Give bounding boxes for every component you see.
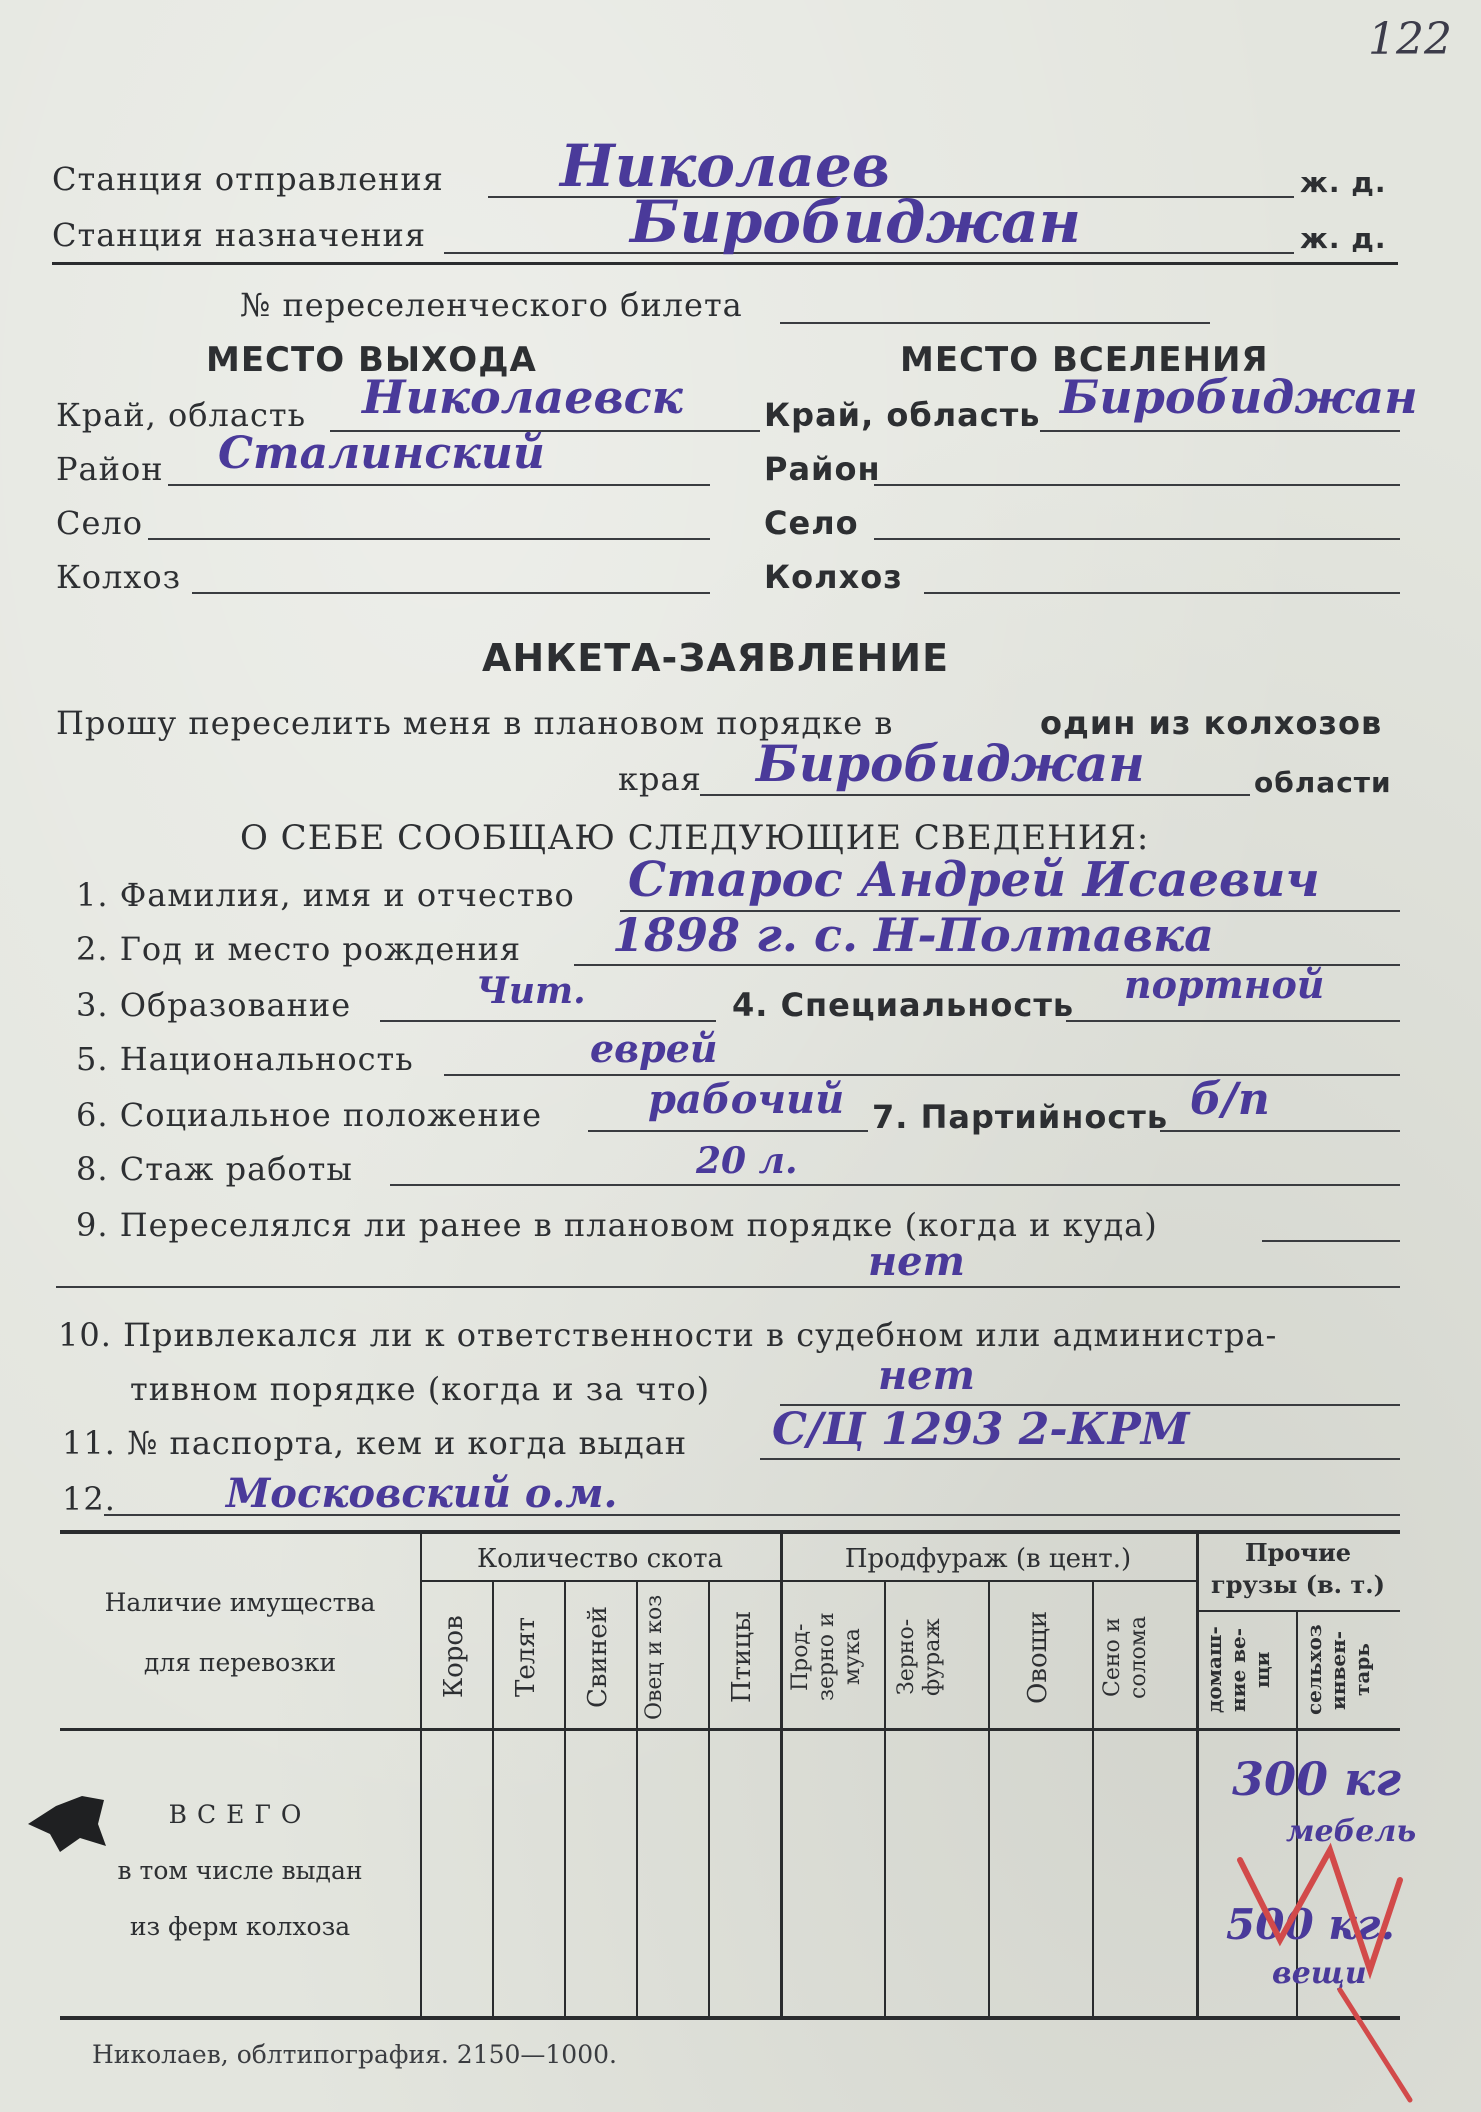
- stations-rule: [52, 262, 1398, 265]
- ticket-label: № переселенческого билета: [240, 286, 743, 324]
- origin-district-label: Район: [56, 450, 164, 488]
- field-10-label-b: тивном порядке (когда и за что): [130, 1370, 711, 1408]
- livestock-header-rule: [420, 1580, 780, 1582]
- field-11-line: [760, 1458, 1400, 1460]
- field-8-label: 8. Стаж работы: [76, 1150, 353, 1188]
- household-value-c: 500 кг.: [1226, 1900, 1395, 1949]
- origin-heading: МЕСТО ВЫХОДА: [206, 340, 537, 380]
- field-11-value: С/Ц 1293 2-КРМ: [772, 1404, 1190, 1455]
- field-10-label-a: 10. Привлекался ли к ответственности в судебном или администра-: [58, 1316, 1278, 1354]
- included-label-a: в том числе выдан: [117, 1856, 363, 1885]
- col-pigs: Свиней: [583, 1606, 613, 1708]
- field-7-label: 7. Партийность: [872, 1098, 1169, 1136]
- table-bottom-rule: [60, 2016, 1400, 2020]
- field-6-value: рабочий: [648, 1076, 845, 1123]
- ink-stain: [20, 1790, 110, 1860]
- request-line1-bold: один из колхозов: [1040, 704, 1383, 742]
- red-pencil-mark: [1220, 1820, 1420, 2112]
- field-10-value: нет: [878, 1352, 975, 1399]
- field-4-value: портной: [1124, 962, 1325, 1007]
- settlement-region-line: [1040, 430, 1400, 432]
- total-label: ВСЕГО: [168, 1800, 312, 1829]
- field-5-value: еврей: [590, 1026, 718, 1071]
- origin-kolkhoz-label: Колхоз: [56, 558, 182, 596]
- field-6-line: [588, 1130, 868, 1132]
- col-vegetables: Овощи: [1023, 1610, 1053, 1704]
- settlement-district-label: Район: [764, 450, 881, 488]
- field-7-line: [1160, 1130, 1400, 1132]
- field-4-line: [1066, 1020, 1400, 1022]
- field-1-label: 1. Фамилия, имя и отчество: [76, 876, 575, 914]
- table-vline: [708, 1582, 710, 2016]
- settlement-region-label: Край, область: [764, 396, 1041, 434]
- col-cows: Коров: [439, 1615, 469, 1699]
- field-4-label: 4. Специальность: [732, 986, 1075, 1024]
- field-3-value: Чит.: [476, 970, 586, 1012]
- settlement-village-label: Село: [764, 504, 859, 542]
- other-header-rule: [1196, 1610, 1400, 1612]
- request-kray-value: Биробиджан: [756, 734, 1145, 793]
- departure-station-value: Николаев: [560, 132, 890, 200]
- request-oblast-label: области: [1254, 766, 1392, 799]
- request-kray-line: [700, 794, 1250, 796]
- origin-region-label: Край, область: [56, 396, 306, 434]
- field-12-value: Московский о.м.: [226, 1470, 618, 1517]
- destination-rail-suffix: ж. д.: [1300, 222, 1387, 255]
- destination-station-value: Биробиджан: [630, 188, 1081, 256]
- settlement-village-line: [874, 538, 1400, 540]
- table-vline: [564, 1582, 566, 2016]
- origin-region-value: Николаевск: [362, 370, 683, 424]
- property-label-b: для перевозки: [143, 1648, 337, 1677]
- col-hay: Сено и солома: [1100, 1615, 1151, 1699]
- other-header-a: Прочие: [1244, 1538, 1352, 1567]
- origin-district-line: [168, 484, 710, 486]
- field-7-value: б/п: [1190, 1074, 1270, 1125]
- table-vline: [780, 1534, 783, 2016]
- field-9-line-b: [56, 1286, 1400, 1288]
- form-title: АНКЕТА-ЗАЯВЛЕНИЕ: [482, 636, 950, 680]
- origin-kolkhoz-line: [192, 592, 710, 594]
- settlement-region-value: Биробиджан: [1060, 370, 1418, 424]
- settlement-district-line: [874, 484, 1400, 486]
- field-6-label: 6. Социальное положение: [76, 1096, 543, 1134]
- field-5-label: 5. Национальность: [76, 1040, 414, 1078]
- request-kray-label: края: [618, 760, 702, 798]
- departure-rail-suffix: ж. д.: [1300, 166, 1387, 199]
- col-forage: Зерно-фураж: [894, 1618, 945, 1696]
- household-value-b: мебель: [1286, 1814, 1417, 1849]
- table-vline: [492, 1582, 494, 2016]
- origin-village-label: Село: [56, 504, 144, 542]
- table-vline: [420, 1534, 422, 2016]
- page-number: 122: [1368, 14, 1452, 65]
- field-2-label: 2. Год и место рождения: [76, 930, 522, 968]
- field-3-label: 3. Образование: [76, 986, 352, 1024]
- field-11-label: 11. № паспорта, кем и когда выдан: [62, 1424, 688, 1462]
- included-label-b: из ферм колхоза: [129, 1912, 351, 1941]
- settlement-kolkhoz-line: [924, 592, 1400, 594]
- table-vline: [1196, 1534, 1199, 2016]
- field-8-value: 20 л.: [696, 1140, 798, 1182]
- col-birds: Птицы: [727, 1611, 757, 1703]
- household-value-d: вещи: [1272, 1956, 1367, 1991]
- fodder-header-rule: [780, 1580, 1196, 1582]
- table-top-rule: [60, 1530, 1400, 1534]
- table-header-rule: [60, 1728, 1400, 1731]
- field-9-value: нет: [868, 1238, 965, 1285]
- field-2-value: 1898 г. с. Н-Полтавка: [612, 908, 1214, 962]
- livestock-header: Количество скота: [476, 1544, 724, 1574]
- table-vline: [1092, 1582, 1094, 2016]
- other-header-b: грузы (в. т.): [1211, 1570, 1385, 1599]
- table-vline: [988, 1582, 990, 2016]
- field-12-label: 12.: [62, 1480, 116, 1518]
- printer-footer: Николаев, облтипография. 2150—1000.: [92, 2040, 617, 2069]
- field-3-line: [380, 1020, 716, 1022]
- origin-village-line: [148, 538, 710, 540]
- table-vline: [636, 1582, 638, 2016]
- property-label-a: Наличие имущества: [104, 1588, 376, 1617]
- info-heading: О СЕБЕ СООБЩАЮ СЛЕДУЮЩИЕ СВЕДЕНИЯ:: [240, 818, 1150, 858]
- departure-station-label: Станция отправления: [52, 160, 444, 198]
- field-9-line-a: [1262, 1240, 1400, 1242]
- field-1-value: Старос Андрей Исаевич: [628, 852, 1320, 908]
- fodder-header: Продфураж (в цент.): [844, 1544, 1132, 1574]
- field-9-label: 9. Переселялся ли ранее в плановом порядке (когда и куда): [76, 1206, 1158, 1244]
- col-sheep: Овец и коз: [642, 1594, 667, 1720]
- table-vline: [884, 1582, 886, 2016]
- origin-district-value: Сталинский: [218, 428, 545, 479]
- ticket-line: [780, 322, 1210, 324]
- request-line1: Прошу переселить меня в плановом порядке в: [56, 704, 894, 742]
- col-calves: Телят: [511, 1616, 541, 1698]
- col-grain: Прод-зерно и мука: [788, 1612, 865, 1702]
- col-farm: сельхоз инвен-тарь: [1302, 1624, 1374, 1716]
- col-household: домаш-ние ве-щи: [1202, 1626, 1274, 1714]
- settlement-heading: МЕСТО ВСЕЛЕНИЯ: [900, 340, 1269, 380]
- destination-station-label: Станция назначения: [52, 216, 427, 254]
- field-8-line: [390, 1184, 1400, 1186]
- settlement-kolkhoz-label: Колхоз: [764, 558, 903, 596]
- household-value-a: 300 кг: [1232, 1752, 1402, 1806]
